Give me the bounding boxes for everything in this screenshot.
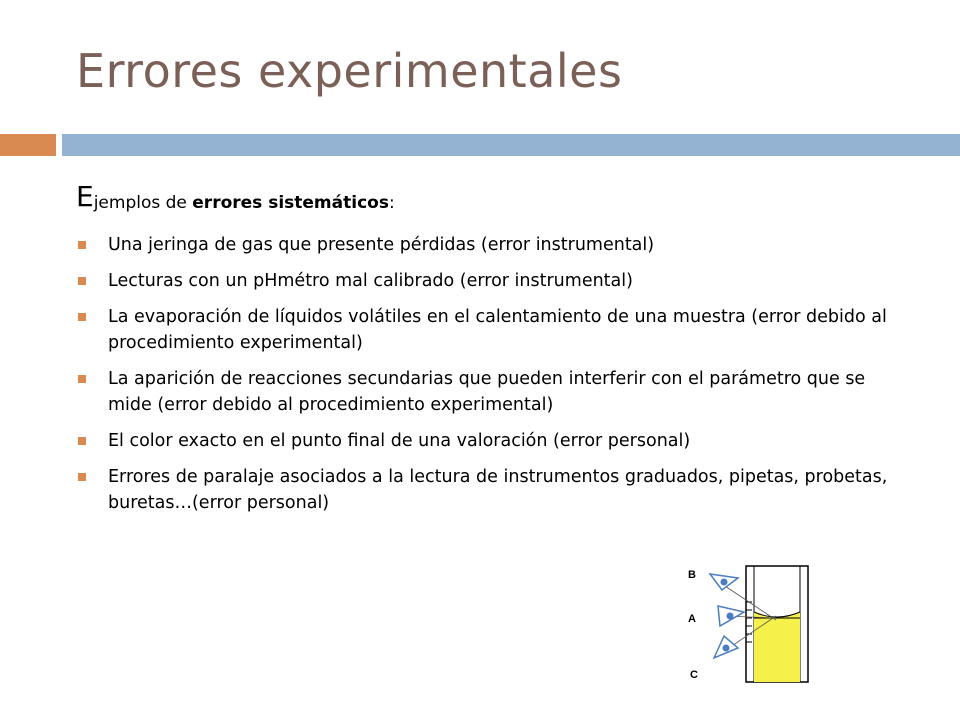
title-accent-bar-left — [0, 134, 56, 156]
square-bullet-icon — [78, 375, 86, 383]
square-bullet-icon — [78, 277, 86, 285]
slide-title: Errores experimentales — [76, 44, 623, 98]
square-bullet-icon — [78, 313, 86, 321]
bullet-text: Una jeringa de gas que presente pérdidas (error instrumental) — [108, 235, 655, 255]
eye-c-icon — [714, 636, 738, 658]
bullet-text: El color exacto en el punto final de una valoración (error personal) — [108, 431, 691, 451]
eye-b-icon — [710, 574, 738, 590]
bullet-item — [74, 366, 894, 418]
bullet-item — [74, 464, 894, 516]
intro-bold-text: errores sistemáticos — [192, 193, 389, 213]
bullet-item — [74, 268, 894, 294]
eye-a-icon — [718, 606, 744, 626]
bullet-text: Errores de paralaje asociados a la lectura de instrumentos graduados, pipetas, probetas, buretas…(error personal) — [108, 467, 888, 513]
bullet-text: La aparición de reacciones secundarias que pueden interferir con el parámetro que se mide (error debido al procedimiento experimental) — [108, 369, 866, 415]
bullet-text: La evaporación de líquidos volátiles en el calentamiento de una muestra (error debido al procedimiento experimental) — [108, 307, 887, 353]
intro-text: jemplos de — [93, 193, 193, 213]
square-bullet-icon — [78, 437, 86, 445]
intro-colon: : — [388, 193, 395, 213]
square-bullet-icon — [78, 473, 86, 481]
label-a: A — [688, 613, 696, 625]
label-b: B — [688, 569, 696, 581]
intro-line — [76, 180, 395, 213]
title-accent-bar-right — [62, 134, 960, 156]
bullet-item — [74, 232, 894, 258]
bullet-text: Lecturas con un pHmétro mal calibrado (error instrumental) — [108, 271, 633, 291]
square-bullet-icon — [78, 241, 86, 249]
intro-first-letter: E — [76, 180, 94, 213]
bullet-item — [74, 304, 894, 356]
label-c: C — [690, 669, 698, 681]
liquid-fill — [754, 612, 800, 682]
bullet-item — [74, 428, 894, 454]
parallax-diagram — [680, 560, 820, 688]
bullet-list — [74, 232, 894, 526]
